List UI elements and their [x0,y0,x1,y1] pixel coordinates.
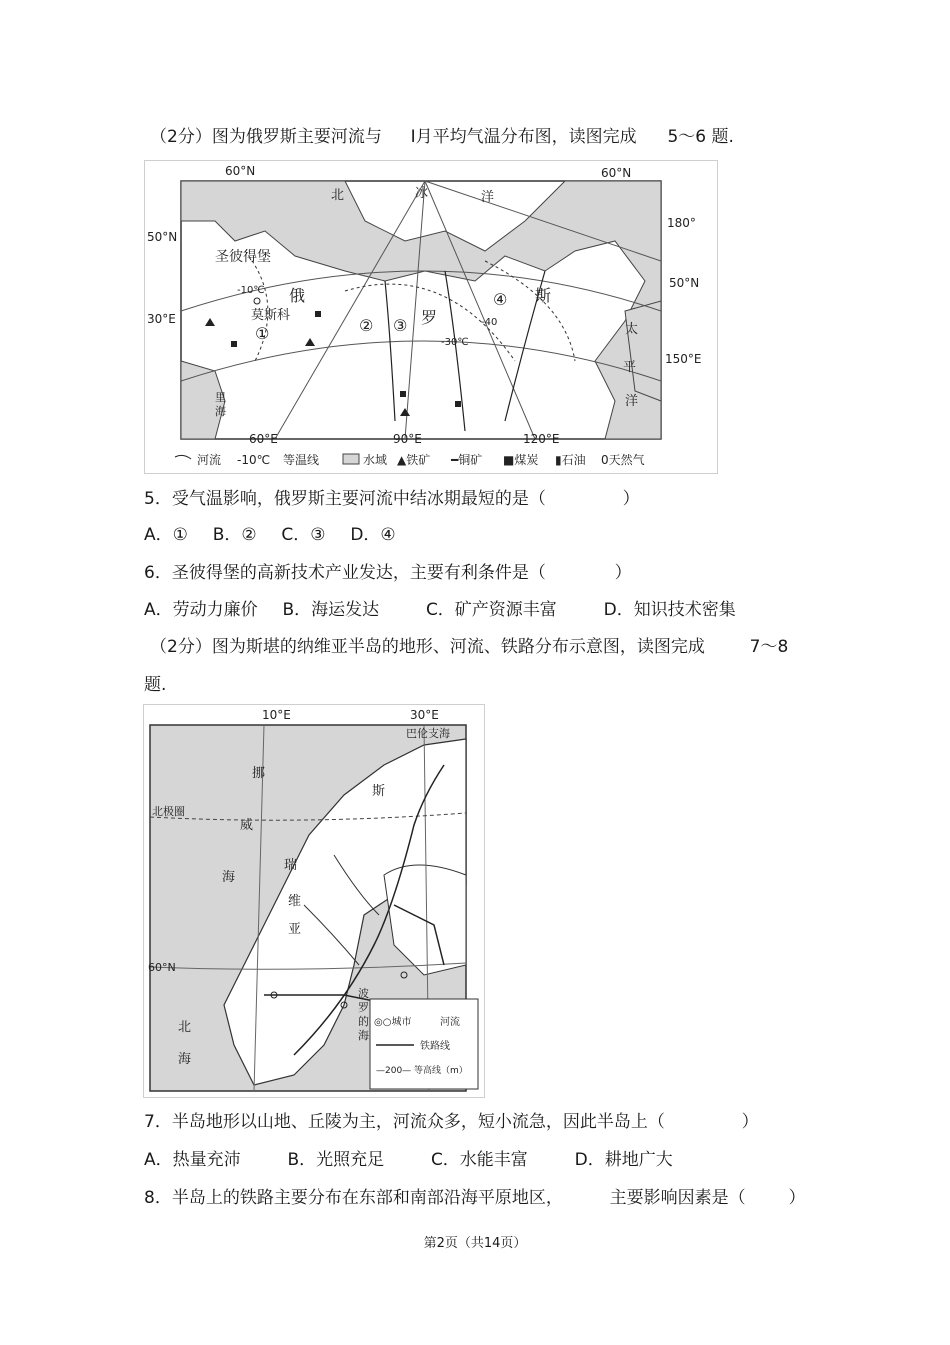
intro1-range: 5～6 题. [667,127,734,147]
legend-rail: 铁路线 [420,1041,450,1052]
q5-options [144,524,396,546]
legend-city: ◎○城市 [374,1017,412,1028]
legend-river: 河流 [197,453,222,467]
marker-1: ① [255,324,270,343]
label-barents: 巴伦支海 [406,727,450,740]
label-hai: 海 [215,405,226,418]
map1-lat-top-left: 60°N [225,164,256,178]
label-bei: 北 [178,1020,192,1035]
label-yang: 洋 [481,190,495,205]
map1-lon-bottom-120: 120°E [523,432,560,446]
q7-options [144,1149,673,1171]
map1-lon-left-30: 30°E [147,312,176,326]
legend-gas: 0天然气 [601,453,645,467]
question-7 [144,1111,759,1133]
label-si: 斯 [535,286,552,305]
legend-oil: ▮石油 [555,453,586,467]
label-arctic-circle: 北极圈 [152,805,185,818]
question-intro-2 [150,636,788,658]
legend-copper: ━铜矿 [451,453,483,467]
map2-lon-10: 10°E [262,708,291,722]
map1-lon-bottom-60: 60°E [249,432,278,446]
q6-stem: 6．圣彼得堡的高新技术产业发达，主要有利条件是（ [144,563,546,583]
page-footer: 第2页（共14页） [423,1236,527,1251]
question-5 [144,488,640,510]
q6-option-c[interactable]: C．矿产资源丰富 [425,600,557,620]
q5-stem: 5．受气温影响，俄罗斯主要河流中结冰期最短的是（ [144,489,546,509]
intro2-tail: 题. [144,675,167,695]
label-ping: 平 [623,360,637,375]
map1-lat-left-50: 50°N [147,230,178,244]
map2-lat-60: 60°N [148,961,176,974]
label-de: 的 [358,1015,369,1028]
question-intro-1 [150,126,734,148]
question-6 [144,562,632,584]
q7-close: ） [741,1112,759,1132]
q8-stem: 8．半岛上的铁路主要分布在东部和南部沿海平原地区， [144,1188,563,1208]
marker-2: ② [359,316,374,335]
q5-option-d[interactable]: D．④ [350,525,396,545]
legend-isotherm-value: -10℃ [237,453,271,467]
q6-options [144,599,736,621]
label-bing: 冰 [415,186,429,201]
label-tai: 太 [625,322,639,337]
label-bo: 波 [358,987,369,1000]
legend-iron: ▲铁矿 [397,453,431,467]
q5-option-b[interactable]: B．② [212,525,257,545]
label-luo: 罗 [421,308,438,327]
legend-river: 河流 [440,1017,460,1028]
q5-option-a[interactable]: A．① [144,525,188,545]
q5-close: ） [622,489,640,509]
intro1-month: I月平均气温分布图，读图完成 [410,127,637,147]
question-8 [144,1187,805,1209]
question-intro-2-tail [144,674,166,696]
map1-lon-right-150: 150°E [665,352,702,366]
label-luo: 罗 [358,1001,369,1014]
label-nuo: 挪 [252,766,266,781]
label-wei2: 维 [288,894,302,909]
q7-option-c[interactable]: C．水能丰富 [430,1150,528,1170]
legend-coal: ■煤炭 [503,453,539,467]
russia-map-figure [144,160,718,474]
label-hai3: 海 [358,1029,369,1042]
legend-isotherm: 等温线 [283,453,320,467]
q7-option-b[interactable]: B．光照充足 [287,1150,385,1170]
iso-10: -10℃ [237,285,265,296]
legend-contour: —200— 等高线（m） [376,1066,468,1076]
scandinavia-map-figure [143,704,485,1098]
label-st-petersburg: 圣彼得堡 [215,249,271,265]
label-e: 俄 [289,286,306,305]
label-yang2: 洋 [625,394,639,409]
q8-stem2: 主要影响因素是（ [609,1188,746,1208]
iso-40: -40 [481,317,498,328]
q7-stem: 7．半岛地形以山地、丘陵为主，河流众多，短小流急，因此半岛上（ [144,1112,665,1132]
q5-option-c[interactable]: C．③ [281,525,326,545]
intro1-score: （2分）图为俄罗斯主要河流与 [150,127,382,147]
map1-lon-right-180: 180° [667,216,696,230]
label-hai2: 海 [178,1052,192,1067]
marker-3: ③ [393,316,408,335]
label-si: 斯 [372,784,386,799]
label-li: 里 [215,391,226,404]
q6-close: ） [614,563,632,583]
legend-water: 水域 [363,453,388,467]
scandinavia-map [144,705,484,1097]
q6-option-a[interactable]: A．劳动力廉价 [144,600,258,620]
label-wei: 威 [240,818,254,833]
map1-lon-bottom-90: 90°E [393,432,422,446]
label-hai: 海 [222,870,236,885]
map1-lat-top-right: 60°N [601,166,632,180]
q7-option-d[interactable]: D．耕地广大 [574,1150,673,1170]
q6-option-b[interactable]: B．海运发达 [282,600,380,620]
intro2-range: 7～8 [749,637,789,657]
label-bei: 北 [331,188,345,203]
map2-lon-30: 30°E [410,708,439,722]
marker-4: ④ [493,290,508,309]
q6-option-d[interactable]: D．知识技术密集 [603,600,736,620]
russia-map [145,161,717,473]
iso-30: -30℃ [441,337,469,348]
q7-option-a[interactable]: A．热量充沛 [144,1150,241,1170]
q8-close: ） [788,1188,806,1208]
label-rui: 瑞 [284,858,298,873]
map1-lat-right-50: 50°N [669,276,700,290]
label-moscow: 莫斯科 [251,308,291,323]
intro2-text: （2分）图为斯堪的纳维亚半岛的地形、河流、铁路分布示意图，读图完成 [150,637,705,657]
label-ya: 亚 [288,922,302,937]
